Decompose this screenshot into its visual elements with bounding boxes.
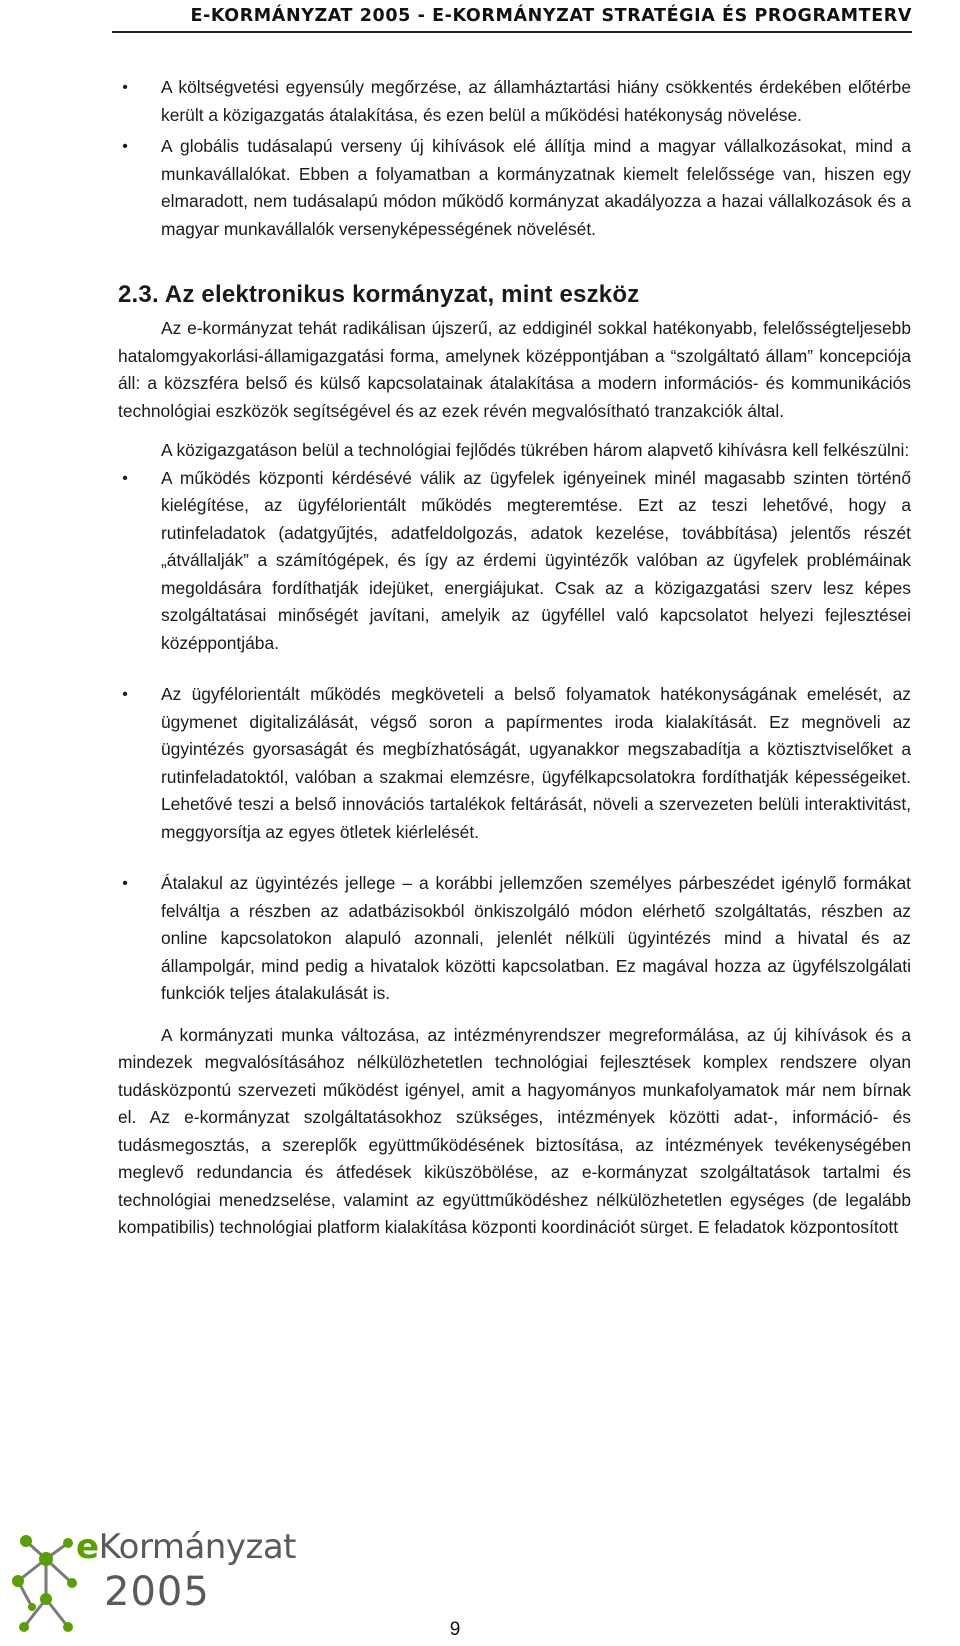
bullet-dot-icon: • (122, 875, 128, 892)
header-rule (112, 31, 912, 33)
list-item-text: A globális tudásalapú verseny új kihívások elé állítja mind a magyar vállalkozásokat, mind a munkavállalókat. Ebben a folyamatban a kormányzatnak kiemelt felelőssége van, hiszen egy elmaradott, nem tudásalapú módon működő kormányzat akadályozza a hazai vállalkozások és a magyar munkavállalók versenyképességének növelését. (161, 136, 911, 239)
paragraph: A kormányzati munka változása, az intézményrendszer megreformálása, az új kihívások és a mindezek megvalósításához nélkülözhetetlen technológiai fejlesztések komplex rendszere olyan tudásközpontú szervezeti működést igényel, amit a hagyományos munkafolyamatok már nem bírnak el. Az e-kormányzat szolgáltatásokhoz szükséges, intézmények közötti adat-, információ- és tudásmegosztás, a szereplők együttműködésének biztosítása, az intézmények tevékenységében meglevő redundancia és átfedések kiküszöbölése, az e-kormányzat szolgáltatások tartalmi és technológiai menedzselése, valamint az együttműködéshez nélkülözhetetlen egységes (de legalább kompatibilis) technológiai platform kialakítása központi koordinációt sürget. E feladatok központosított (118, 1024, 911, 1237)
ekormanyzat-logo (6, 1525, 306, 1641)
bullet-dot-icon: • (122, 686, 128, 703)
list-item (118, 870, 911, 1008)
bullet-dot-icon: • (122, 79, 128, 96)
list-item (118, 681, 911, 846)
list-item-text: A költségvetési egyensúly megőrzése, az államháztartási hiány csökkentés érdekében előtérbe került a közigazgatás átalakítása, és ezen belül a működési hatékonyság növelése. (161, 77, 911, 125)
paragraph: A közigazgatáson belül a technológiai fejlődés tükrében három alapvető kihívásra kell felkészülni: (161, 440, 910, 460)
list-item (118, 465, 911, 658)
intro-bullet-list (118, 74, 911, 243)
page-number: 9 (449, 1619, 461, 1640)
network-figure-icon (6, 1529, 86, 1634)
document-body (118, 74, 911, 1242)
paragraph: Az e-kormányzat tehát radikálisan újszerű, az eddiginél sokkal hatékonyabb, felelősségteljesebb hatalomgyakorlási-államigazgatási forma, amelynek középpontjában a “szolgáltató állam” koncepciója áll: a közszféra belső és külső kapcsolatainak átalakítása a modern információs- és kommunikációs technológiai eszközök segítségével és az ezek révén megvalósítható tranzakciók által. (118, 318, 911, 421)
list-item (118, 74, 911, 129)
list-item-text: A működés központi kérdésévé válik az ügyfelek igényeinek minél magasabb szinten történő kielégítése, az ügyfélorientált működés megteremtése. Ezt az teszi lehetővé, hogy a rutinfeladatok (adatgyűjtés, adatfeldolgozás, adatok kezelése, továbbítása) jelentős részét „átvállalják” a számítógépek, és így az érdemi ügyintézők valóban az ügyfelek problémáinak megoldására fordíthatják idejüket, energiájukat. Csak az a közigazgatási szerv lesz képes szolgáltatásai minőségét javítani, amelyik az ügyféllel való kapcsolatot helyezi fejlesztései középpontjába. (161, 467, 911, 653)
logo-year: 2005 (104, 1569, 210, 1615)
list-item (118, 133, 911, 243)
logo-wordmark: eKormányzat (76, 1527, 296, 1567)
bullet-dot-icon: • (122, 138, 128, 155)
section-heading: 2.3. Az elektronikus kormányzat, mint eszköz (118, 281, 640, 308)
running-header: E-KORMÁNYZAT 2005 - E-KORMÁNYZAT STRATÉGIA ÉS PROGRAMTERV (190, 6, 912, 26)
list-item-text: Az ügyfélorientált működés megköveteli a belső folyamatok hatékonyságának emelését, az ügymenet digitalizálását, végső soron a papírmentes iroda kialakítását. Ez megnöveli az ügyintézés gyorsaságát és megbízhatóságát, ugyanakkor megszabadítja a köztisztviselőket a rutinfeladatoktól, valóban a szakmai elemzésre, ügyfélkapcsolatokra fordíthatják képességeiket. Lehetővé teszi a belső innovációs tartalékok feltárását, növeli a szervezeten belüli interaktivitást, meggyorsítja az egyes ötletek kiérlelését. (161, 684, 911, 842)
bullet-dot-icon: • (122, 469, 128, 487)
challenge-bullet-list (118, 465, 911, 1008)
list-item-text: Átalakul az ügyintézés jellege – a korábbi jellemzően személyes párbeszédet igénylő formákat felváltja a részben az adatbázisokból önkiszolgáló módon elérhető szolgáltatás, részben az online kapcsolatokon alapuló azonnali, jelenlét nélküli ügyintézés mind a hivatal és az állampolgár, mind pedig a hivatalok közötti kapcsolatban. Ez magával hozza az ügyfélszolgálati funkciók teljes átalakulását is. (161, 873, 911, 1003)
